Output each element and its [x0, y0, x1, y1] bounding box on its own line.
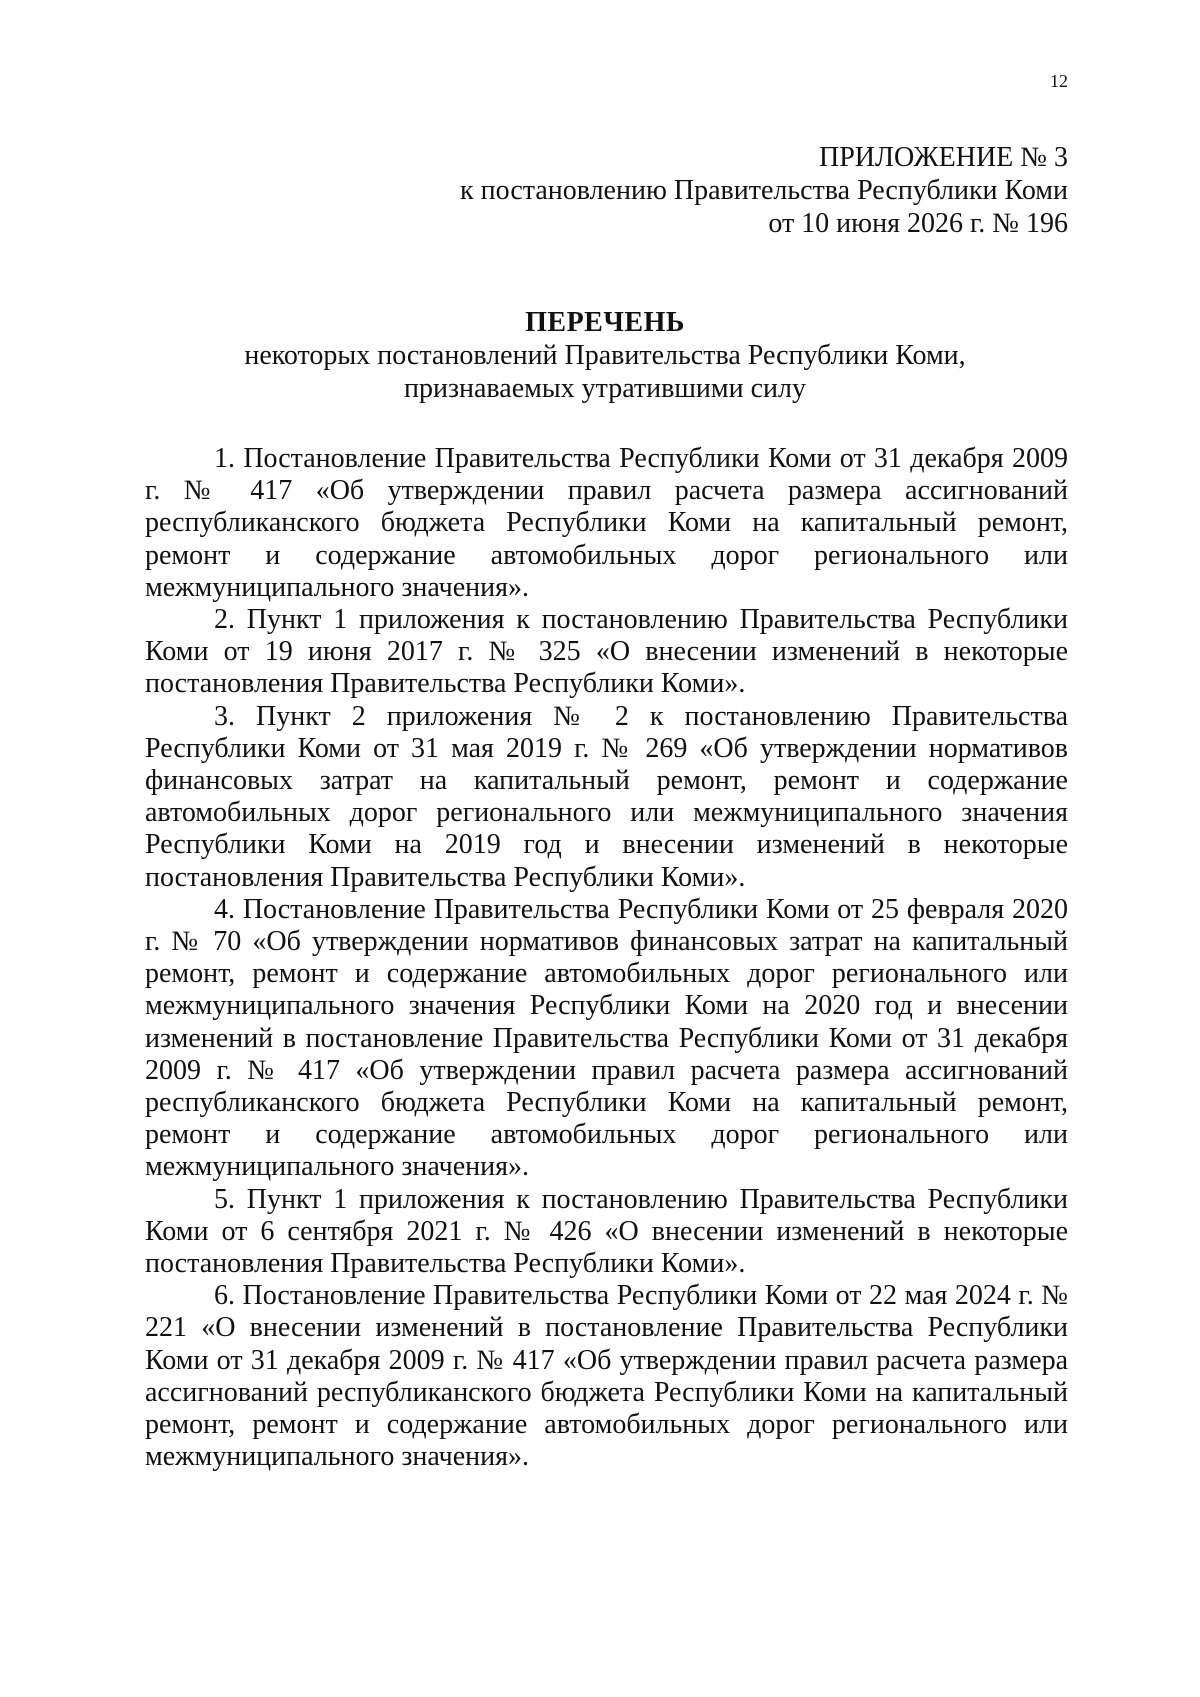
appendix-number: ПРИЛОЖЕНИЕ № 3	[819, 142, 1068, 173]
list-item-4: 4. Постановление Правительства Республики Коми от 25 февраля 2020 г. № 70 «Об утверждении нормативов финансовых затрат на капитальный ремонт, ремонт и содержание автомобильных дорог регионального или межмуниципального значения Республики Коми на 2020 год и внесении изменений в постановление Правительства Республики Коми от 31 декабря 2009 г. № 417 «Об утверждении правил расчета размера ассигнований республиканского бюджета Республики Коми на капитальный ремонт, ремонт и содержание автомобильных дорог регионального или межмуниципального значения».	[145, 893, 1068, 1183]
document-title: ПЕРЕЧЕНЬ	[525, 307, 685, 338]
page-number: 12	[1050, 71, 1068, 91]
appendix-date: от 10 июня 2026 г. № 196	[768, 208, 1068, 239]
list-item-2: 2. Пункт 1 приложения к постановлению Правительства Республики Коми от 19 июня 2017 г. № 325 «О внесении изменений в некоторые постановления Правительства Республики Коми».	[145, 604, 1068, 700]
appendix-reference: к постановлению Правительства Республики Коми	[460, 175, 1068, 206]
list-item-6: 6. Постановление Правительства Республики Коми от 22 мая 2024 г. № 221 «О внесении изменений в постановление Правительства Республики Коми от 31 декабря 2009 г. № 417 «Об утверждении правил расчета размера ассигнований республиканского бюджета Республики Коми на капитальный ремонт, ремонт и содержание автомобильных дорог регионального или межмуниципального значения».	[145, 1280, 1068, 1473]
document-heading	[145, 306, 1065, 405]
document-body	[145, 443, 1068, 1474]
appendix-header	[460, 141, 1068, 240]
list-item-1: 1. Постановление Правительства Республики Коми от 31 декабря 2009 г. № 417 «Об утверждении правил расчета размера ассигнований республиканского бюджета Республики Коми на капитальный ремонт, ремонт и содержание автомобильных дорог регионального или межмуниципального значения».	[145, 443, 1068, 603]
list-item-3: 3. Пункт 2 приложения № 2 к постановлению Правительства Республики Коми от 31 мая 2019 г. № 269 «Об утверждении нормативов финансовых затрат на капитальный ремонт, ремонт и содержание автомобильных дорог регионального или межмуниципального значения Республики Коми на 2019 год и внесении изменений в некоторые постановления Правительства Республики Коми».	[145, 700, 1068, 893]
document-subtitle-line-1: некоторых постановлений Правительства Республики Коми,	[244, 340, 966, 371]
document-subtitle-line-2: признаваемых утратившими силу	[403, 373, 807, 404]
list-item-5: 5. Пункт 1 приложения к постановлению Правительства Республики Коми от 6 сентября 2021 г. № 426 «О внесении изменений в некоторые постановления Правительства Республики Коми».	[145, 1183, 1068, 1280]
